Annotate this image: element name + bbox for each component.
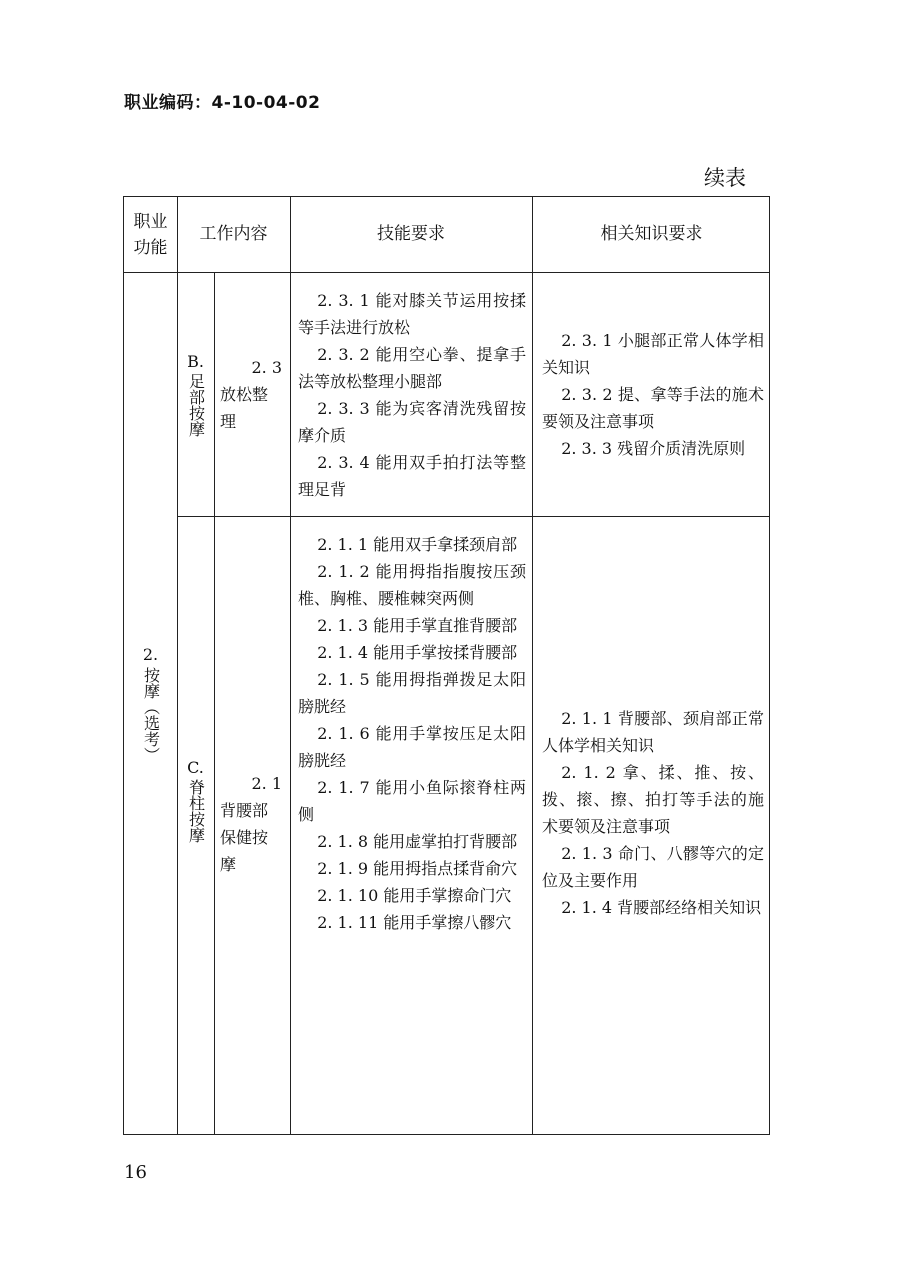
- skill-item: 2. 3. 3 能为宾客清洗残留按摩介质: [298, 399, 526, 445]
- item-name: 背腰部保健按摩: [220, 801, 269, 874]
- function-number: 2.: [142, 645, 159, 664]
- skill-item: 2. 1. 3 能用手掌直推背腰部: [317, 616, 518, 635]
- knowledge-item: 2. 1. 4 背腰部经络相关知识: [561, 898, 762, 917]
- item-number: 2. 3: [251, 357, 282, 377]
- group-letter: B.: [187, 352, 204, 371]
- knowledge-item: 2. 3. 1 小腿部正常人体学相关知识: [542, 331, 764, 377]
- header-function: 职业功能: [133, 211, 168, 258]
- occupation-code: 职业编码：4-10-04-02: [124, 93, 321, 113]
- skill-item: 2. 3. 1 能对膝关节运用按揉等手法进行放松: [298, 291, 526, 337]
- row-divider: [177, 516, 769, 517]
- col-divider: [214, 272, 215, 1134]
- col-divider: [532, 197, 533, 1134]
- knowledge-item: 2. 1. 1 背腰部、颈肩部正常人体学相关知识: [542, 709, 764, 755]
- group-letter: C.: [187, 758, 204, 777]
- skill-item: 2. 1. 1 能用双手拿揉颈肩部: [317, 535, 518, 554]
- skill-item: 2. 1. 8 能用虚掌拍打背腰部: [317, 832, 518, 851]
- function-cell: [124, 272, 177, 1134]
- knowledge-item: 2. 3. 3 残留介质清洗原则: [561, 439, 746, 458]
- knowledge-item: 2. 1. 2 拿、揉、推、按、拨、㨰、擦、拍打等手法的施术要领及注意事项: [542, 763, 764, 836]
- group-b-knowledge: [542, 327, 764, 462]
- function-text: 按摩（选考）: [141, 667, 161, 763]
- group-b-item: [220, 272, 288, 516]
- header-knowledge: 相关知识要求: [600, 224, 703, 244]
- item-name: 放松整理: [220, 384, 269, 431]
- group-c-item: [220, 770, 288, 878]
- continued-label: 续表: [704, 166, 746, 190]
- group-b-skills: [298, 287, 526, 503]
- skill-item: 2. 1. 2 能用拇指指腹按压颈椎、胸椎、腰椎棘突两侧: [298, 562, 526, 608]
- col-divider: [290, 197, 291, 1134]
- skill-item: 2. 1. 6 能用手掌按压足太阳膀胱经: [298, 724, 526, 770]
- knowledge-item: 2. 3. 2 提、拿等手法的施术要领及注意事项: [542, 385, 764, 431]
- skill-item: 2. 1. 5 能用拇指弹拨足太阳膀胱经: [298, 670, 526, 716]
- skill-item: 2. 3. 4 能用双手拍打法等整理足背: [298, 453, 526, 499]
- item-number: 2. 1: [251, 774, 282, 793]
- skill-item: 2. 1. 11 能用手掌擦八髎穴: [317, 913, 512, 932]
- group-name: 足部按摩: [186, 373, 206, 437]
- standards-table: [123, 196, 770, 1135]
- skill-item: 2. 1. 7 能用小鱼际㨰脊柱两侧: [298, 778, 526, 824]
- group-name: 脊柱按摩: [186, 779, 206, 843]
- group-b-label: [177, 272, 214, 516]
- skill-item: 2. 1. 4 能用手掌按揉背腰部: [317, 643, 518, 662]
- group-c-label: [177, 757, 214, 897]
- page-number: 16: [124, 1162, 147, 1183]
- skill-item: 2. 1. 9 能用拇指点揉背俞穴: [317, 859, 518, 878]
- header-work: 工作内容: [199, 224, 268, 244]
- knowledge-item: 2. 1. 3 命门、八髎等穴的定位及主要作用: [542, 844, 764, 890]
- skill-item: 2. 3. 2 能用空心拳、提拿手法等放松整理小腿部: [298, 345, 526, 391]
- header-skill: 技能要求: [377, 224, 445, 244]
- skill-item: 2. 1. 10 能用手掌擦命门穴: [317, 886, 512, 905]
- group-c-skills: [298, 531, 526, 936]
- group-c-knowledge: [542, 705, 764, 921]
